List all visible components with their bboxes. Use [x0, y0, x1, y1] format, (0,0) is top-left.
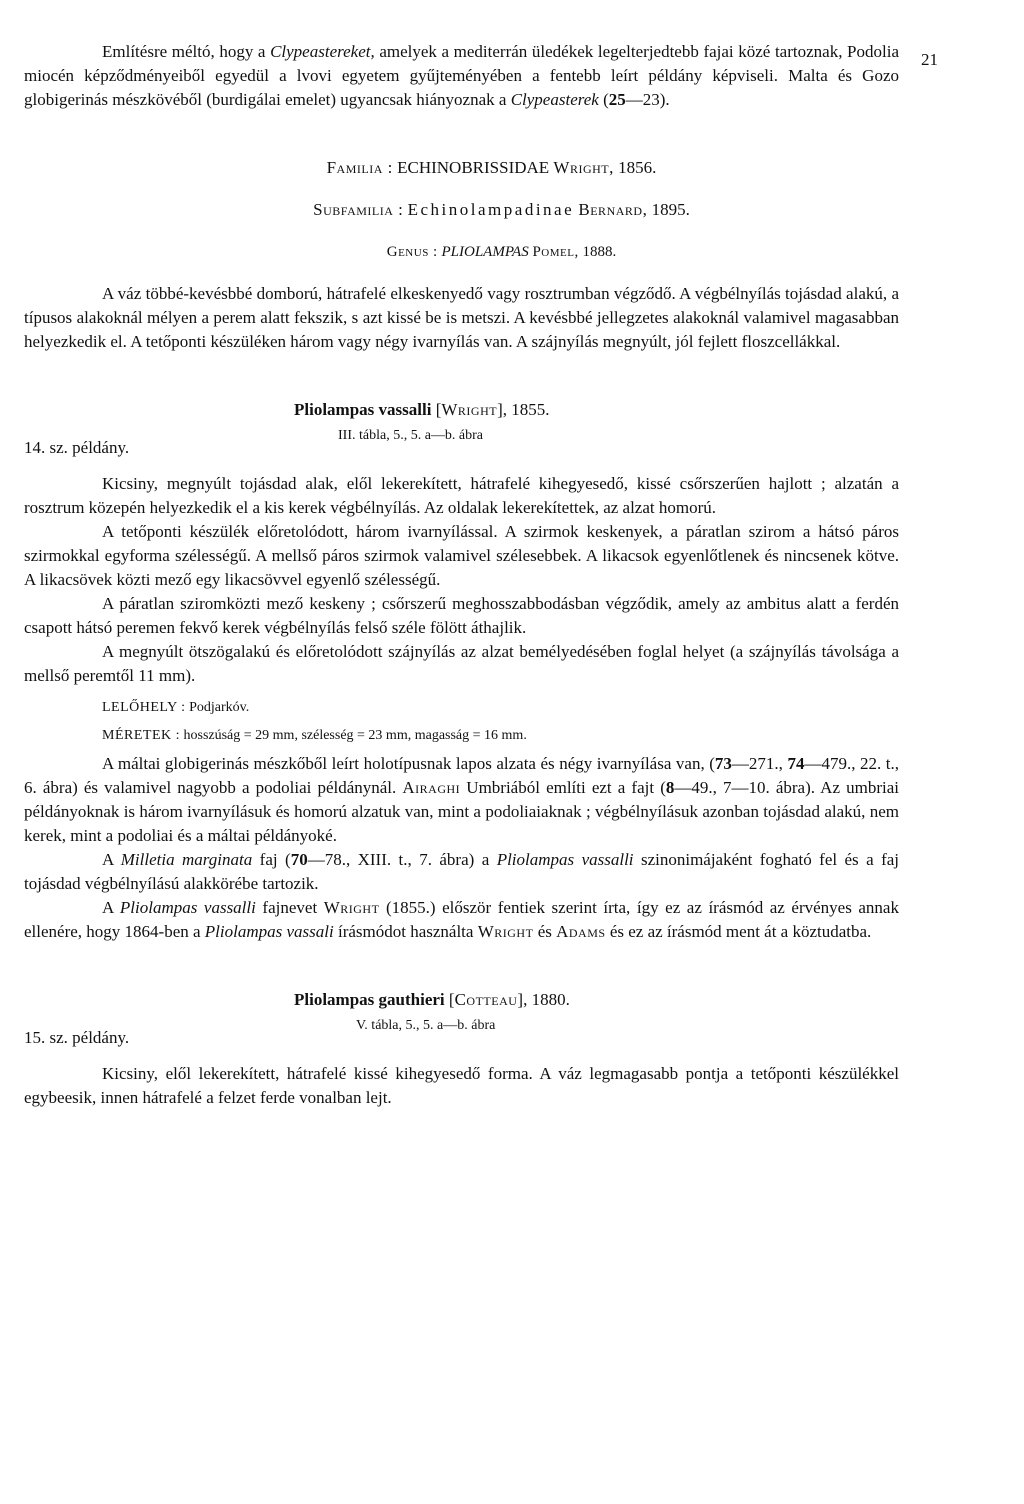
text-run: fajnevet	[255, 898, 324, 917]
intro-paragraph	[24, 40, 899, 112]
measurements-line: MÉRETEK : hosszúság = 29 mm, szélesség = 23 mm, magasság = 16 mm.	[102, 728, 527, 743]
text-run: Clypeasterek	[510, 90, 599, 109]
description-paragraph: Kicsiny, megnyúlt tojásdad alak, elől lekerekített, hátrafelé kihegyesedő, kissé csőrszerűen hajlott ; alzatán a rosztrum közepén helyezkedik el a kis kerek végbélnyílás. Az oldalak lekerekítettek, az alzat homorú.	[24, 474, 899, 517]
text-run: (1855.) először fentiek szerint írta, így ez az írásmód az érvényes annak ellenére, hogy 1864-ben a	[24, 898, 899, 941]
plate-reference: III. tábla, 5., 5. a—b. ábra	[338, 428, 483, 443]
text-run: A máltai globigerinás mészkőből leírt holotípusnak lapos alzata és négy ivarnyílása van, (	[102, 754, 715, 773]
text-run: Pliolampas vassalli	[119, 898, 256, 917]
description-paragraph: A páratlan sziromközti mező keskeny ; csőrszerű meghosszabbodásban végződik, amely az ambitus alatt a ferdén csapott hátsó peremen fekvő kerek végbélnyílás felső széle fölött áthajlik.	[24, 594, 899, 637]
text-run: —479., 22. t., 6. ábra) és valamivel nagyobb a podoliai példánynál.	[24, 754, 899, 797]
text-run: Airaghi	[402, 778, 461, 797]
text-run: és ez az írásmód ment át a köztudatba.	[605, 922, 872, 941]
locality-line: LELŐHELY : Podjarkóv.	[102, 700, 250, 715]
text-run: írásmódot használta	[333, 922, 478, 941]
text-run: faj (	[252, 850, 291, 869]
comparison-paragraph	[24, 752, 899, 848]
text-run: amelyek a mediterrán üledékek legelterjedtebb fajai közé tartoznak, Podolia miocén képződményeiből egyedül a lvovi egyetem gyűjteményében a fentebb leírt példány képviseli. Malta és Gozo globigerinás mészkövéből (burdigálai emelet) ugyancsak hiányoznak a	[24, 42, 899, 109]
text-run: Pliolampas vassali	[204, 922, 334, 941]
species-heading-gauthieri: Pliolampas gauthieri [Cotteau], 1880. V. tábla, 5., 5. a—b. ábra 15. sz. példány.	[24, 988, 899, 1044]
synonym-paragraph	[24, 848, 899, 896]
description-paragraph: Kicsiny, elől lekerekített, hátrafelé kissé kihegyesedő forma. A váz legmagasabb pontja a tetőponti készülékkel egybeesik, innen hátrafelé a felzet ferde vonalban lejt.	[24, 1064, 899, 1107]
page-body	[24, 40, 899, 1110]
text-run: —23).	[625, 90, 670, 109]
species-heading-vassalli: Pliolampas vassalli [Wright], 1855. III. tábla, 5., 5. a—b. ábra 14. sz. példány.	[24, 398, 899, 454]
subfamilia-heading: Subfamilia : Echinolampadinae Bernard, 1895.	[313, 200, 690, 219]
genus-description: A váz többé-kevésbbé domború, hátrafelé elkeskenyedő vagy rosztrumban végződő. A végbélnyílás tojásdad alakú, a típusos alakoknál mélyen a perem alatt fekszik, s azt kissé be is metszi. A kevésbbé jellegzetes alakoknál valamivel magasabban helyezkedik el. A tetőponti készüléken három vagy négy ivarnyílás van. A szájnyílás megnyúlt, jól fejlett floszcellákkal.	[24, 284, 899, 351]
text-run: Adams	[556, 922, 606, 941]
text-run: A	[102, 850, 121, 869]
text-run: 70	[290, 850, 308, 869]
text-run: 8	[665, 778, 675, 797]
text-run: A	[102, 898, 120, 917]
genus-heading: Genus : PLIOLAMPAS Pomel, 1888.	[386, 244, 617, 260]
text-run: Clypeastereket,	[270, 42, 375, 61]
text-run: 74	[787, 754, 805, 773]
text-run: szinonimájaként fogható fel és a faj tojásdad végbélnyílású alakkörébe tartozik.	[24, 850, 899, 893]
text-run: Említésre méltó, hogy a	[102, 42, 271, 61]
text-run: Umbriából említi ezt a fajt (	[460, 778, 666, 797]
description-paragraph: A tetőponti készülék előretolódott, három ivarnyílással. A szirmok keskenyek, a páratlan szirom a hátsó páros szirmokkal egyforma szélességű. A mellső páros szirmok valamivel szélesebbek. A likacsok egyenlőtlenek és nincsenek kötve. A likacsövek közti mező egy likacsövvel egyenlő szélességű.	[24, 522, 899, 589]
text-run: 73	[714, 754, 732, 773]
text-run: Milletia marginata	[120, 850, 253, 869]
text-run: Wright	[323, 898, 380, 917]
familia-heading: Familia : ECHINOBRISSIDAE Wright, 1856.	[326, 158, 657, 177]
text-run: —49., 7—10. ábra). Az umbriai példányoknak is három ivarnyílásuk és homorú alzatuk van, mint a podoliaiaknak ; végbélnyílásuk azonban tojásdad alakú, nem kerek, mint a podoliai és a máltai példányoké.	[24, 778, 899, 845]
text-run: Pliolampas vassalli	[496, 850, 634, 869]
plate-reference: V. tábla, 5., 5. a—b. ábra	[356, 1018, 496, 1033]
specimen-count: 14. sz. példány.	[24, 438, 130, 457]
text-run: (	[598, 90, 609, 109]
description-paragraph: A megnyúlt ötszögalakú és előretolódott szájnyílás az alzat bemélyedésében foglal helyet (a szájnyílás távolsága a mellső peremtől 11 mm).	[24, 642, 899, 685]
nomenclature-paragraph	[24, 896, 899, 944]
text-run: Wright	[477, 922, 534, 941]
text-run: —78., XIII. t., 7. ábra) a	[307, 850, 497, 869]
page-number: 21	[921, 50, 938, 69]
specimen-count: 15. sz. példány.	[24, 1028, 130, 1047]
text-run: és	[533, 922, 557, 941]
text-run: —271.,	[731, 754, 788, 773]
text-run: 25	[608, 90, 626, 109]
